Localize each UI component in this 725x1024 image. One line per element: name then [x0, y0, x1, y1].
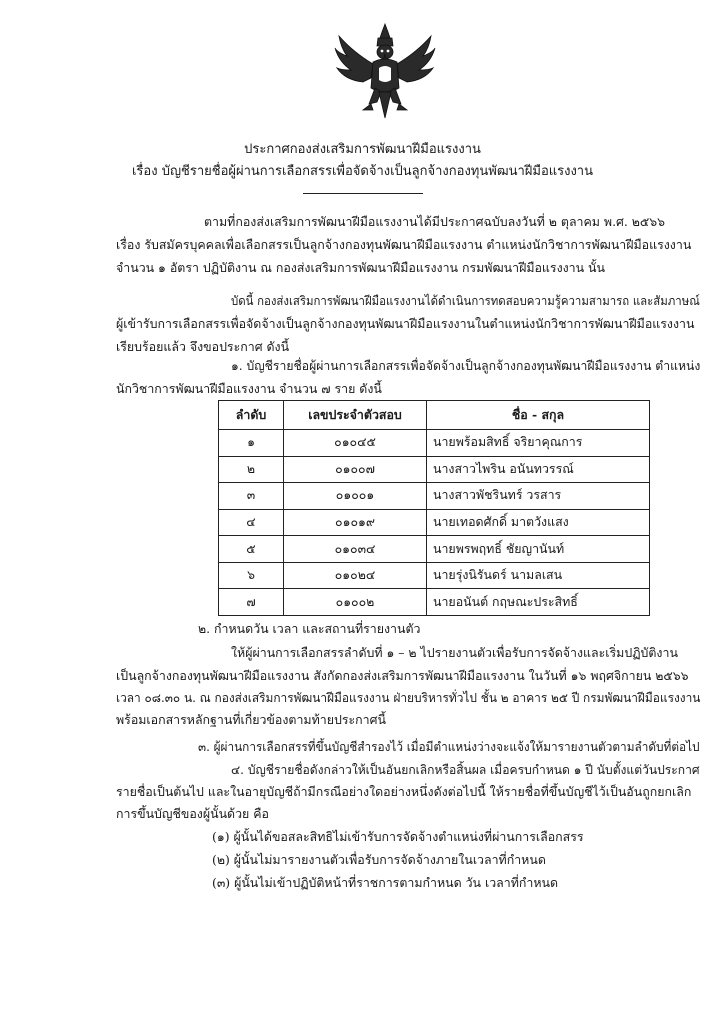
header-order: ลำดับ: [219, 401, 284, 430]
cell-name: นายพร้อมสิทธิ์ จริยาคุณการ: [427, 430, 650, 457]
item4-line1: ๔. บัญชีรายชื่อดังกล่าวให้เป็นอันยกเลิกหรือสิ้นผล เมื่อครบกำหนด ๑ ปี นับตั้งแต่วันประกาศ: [231, 762, 700, 777]
cell-exam-id: ๐๑๐๒๔: [284, 562, 427, 589]
table-row: [219, 483, 650, 510]
para2-line2: ผู้เข้ารับการเลือกสรรเพื่อจัดจ้างเป็นลูกจ้างกองทุนพัฒนาฝีมือแรงงานในตำแหน่งนักวิชาการพัฒนาฝีมือแรงงาน: [116, 316, 695, 331]
item2-line2: เป็นลูกจ้างกองทุนพัฒนาฝีมือแรงงาน สังกัดกองส่งเสริมการพัฒนาฝีมือแรงงาน ในวันที่ ๑๖ พฤศจิกายน ๒๕๖๖: [116, 668, 689, 683]
para2-line3: เรียบร้อยแล้ว จึงขอประกาศ ดังนี้: [116, 339, 290, 354]
cell-order: ๔: [219, 509, 284, 536]
item4-sub1: (๑) ผู้นั้นได้ขอสละสิทธิไม่เข้ารับการจัดจ้างตำแหน่งที่ผ่านการเลือกสรร: [212, 829, 584, 844]
cell-name: นายอนันต์ กฤษณะประสิทธิ์: [427, 589, 650, 616]
cell-order: ๖: [219, 562, 284, 589]
cell-name: นายพรพฤทธิ์ ชัยญานันท์: [427, 536, 650, 563]
para1-line1: ตามที่กองส่งเสริมการพัฒนาฝีมือแรงงานได้มีประกาศฉบับลงวันที่ ๒ ตุลาคม พ.ศ. ๒๕๖๖: [204, 214, 666, 229]
cell-name: นางสาวไพริน อนันทวรรณ์: [427, 456, 650, 483]
announcement-title: ประกาศกองส่งเสริมการพัฒนาฝีมือแรงงาน: [244, 142, 481, 157]
cell-order: ๗: [219, 589, 284, 616]
cell-exam-id: ๐๑๐๑๙: [284, 509, 427, 536]
table-row: [219, 456, 650, 483]
table-row: [219, 536, 650, 563]
candidate-table: [218, 400, 650, 616]
item2-line1: ให้ผู้ผ่านการเลือกสรรลำดับที่ ๑ – ๒ ไปรายงานตัวเพื่อรับการจัดจ้างและเริ่มปฏิบัติงาน: [231, 645, 678, 660]
cell-name: นายรุ่งนิรันดร์ นามลเสน: [427, 562, 650, 589]
cell-exam-id: ๐๑๐๐๗: [284, 456, 427, 483]
header-full-name: ชื่อ - สกุล: [427, 401, 650, 430]
item4-line3: การขึ้นบัญชีของผู้นั้นด้วย คือ: [116, 806, 269, 821]
item3-line1: ๓. ผู้ผ่านการเลือกสรรที่ขึ้นบัญชีสำรองไว้ เมื่อมีตำแหน่งว่างจะแจ้งให้มารายงานตัวตามลำดับที่ต่อไป: [198, 739, 700, 754]
table-row: [219, 562, 650, 589]
garuda-emblem-icon: [333, 22, 437, 122]
para1-line2: เรื่อง รับสมัครบุคคลเพื่อเลือกสรรเป็นลูกจ้างกองทุนพัฒนาฝีมือแรงงาน ตำแหน่งนักวิชาการพัฒนาฝีมือแรงงาน: [116, 237, 692, 252]
para2-line1: บัดนี้ กองส่งเสริมการพัฒนาฝีมือแรงงานได้ดำเนินการทดสอบความรู้ความสามารถ และสัมภาษณ์: [231, 293, 700, 308]
cell-name: นางสาวพัชรินทร์ วรสาร: [427, 483, 650, 510]
title-divider: [303, 193, 423, 194]
item2-line4: พร้อมเอกสารหลักฐานที่เกี่ยวข้องตามท้ายประกาศนี้: [116, 712, 386, 727]
item4-line2: รายชื่อเป็นต้นไป และในอายุบัญชีถ้ามีกรณีอย่างใดอย่างหนึ่งดังต่อไปนี้ ให้รายชื่อที่ขึ้นบัญชีไว้เป็นอันถูกยกเลิก: [116, 784, 692, 799]
cell-order: ๓: [219, 483, 284, 510]
header-exam-id: เลขประจำตัวสอบ: [284, 401, 427, 430]
cell-exam-id: ๐๑๐๐๒: [284, 589, 427, 616]
item1-line2: นักวิชาการพัฒนาฝีมือแรงงาน จำนวน ๗ ราย ดังนี้: [116, 381, 382, 396]
cell-exam-id: ๐๑๐๐๑: [284, 483, 427, 510]
item2-heading: ๒. กำหนดวัน เวลา และสถานที่รายงานตัว: [198, 621, 421, 636]
table-header-row: [219, 401, 650, 430]
cell-order: ๒: [219, 456, 284, 483]
table-row: [219, 430, 650, 457]
item1-line1: ๑. บัญชีรายชื่อผู้ผ่านการเลือกสรรเพื่อจัดจ้างเป็นลูกจ้างกองทุนพัฒนาฝีมือแรงงาน ตำแหน่ง: [231, 358, 701, 373]
cell-exam-id: ๐๑๐๓๔: [284, 536, 427, 563]
announcement-subject: เรื่อง บัญชีรายชื่อผู้ผ่านการเลือกสรรเพื่อจัดจ้างเป็นลูกจ้างกองทุนพัฒนาฝีมือแรงงาน: [131, 164, 593, 179]
table-row: [219, 589, 650, 616]
cell-order: ๑: [219, 430, 284, 457]
item4-sub2: (๒) ผู้นั้นไม่มารายงานตัวเพื่อรับการจัดจ้างภายในเวลาที่กำหนด: [212, 852, 546, 867]
cell-exam-id: ๐๑๐๔๕: [284, 430, 427, 457]
table-row: [219, 509, 650, 536]
cell-name: นายเทอดศักดิ์ มาตวังแสง: [427, 509, 650, 536]
item4-sub3: (๓) ผู้นั้นไม่เข้าปฏิบัติหน้าที่ราชการตามกำหนด วัน เวลาที่กำหนด: [212, 875, 559, 890]
cell-order: ๕: [219, 536, 284, 563]
para1-line3: จำนวน ๑ อัตรา ปฏิบัติงาน ณ กองส่งเสริมการพัฒนาฝีมือแรงงาน กรมพัฒนาฝีมือแรงงาน นั้น: [116, 260, 605, 275]
item2-line3: เวลา ๐๘.๓๐ น. ณ กองส่งเสริมการพัฒนาฝีมือแรงงาน ฝ่ายบริหารทั่วไป ชั้น ๒ อาคาร ๒๕ ปี กรมพัฒนาฝีมือแรงงาน: [116, 690, 701, 705]
